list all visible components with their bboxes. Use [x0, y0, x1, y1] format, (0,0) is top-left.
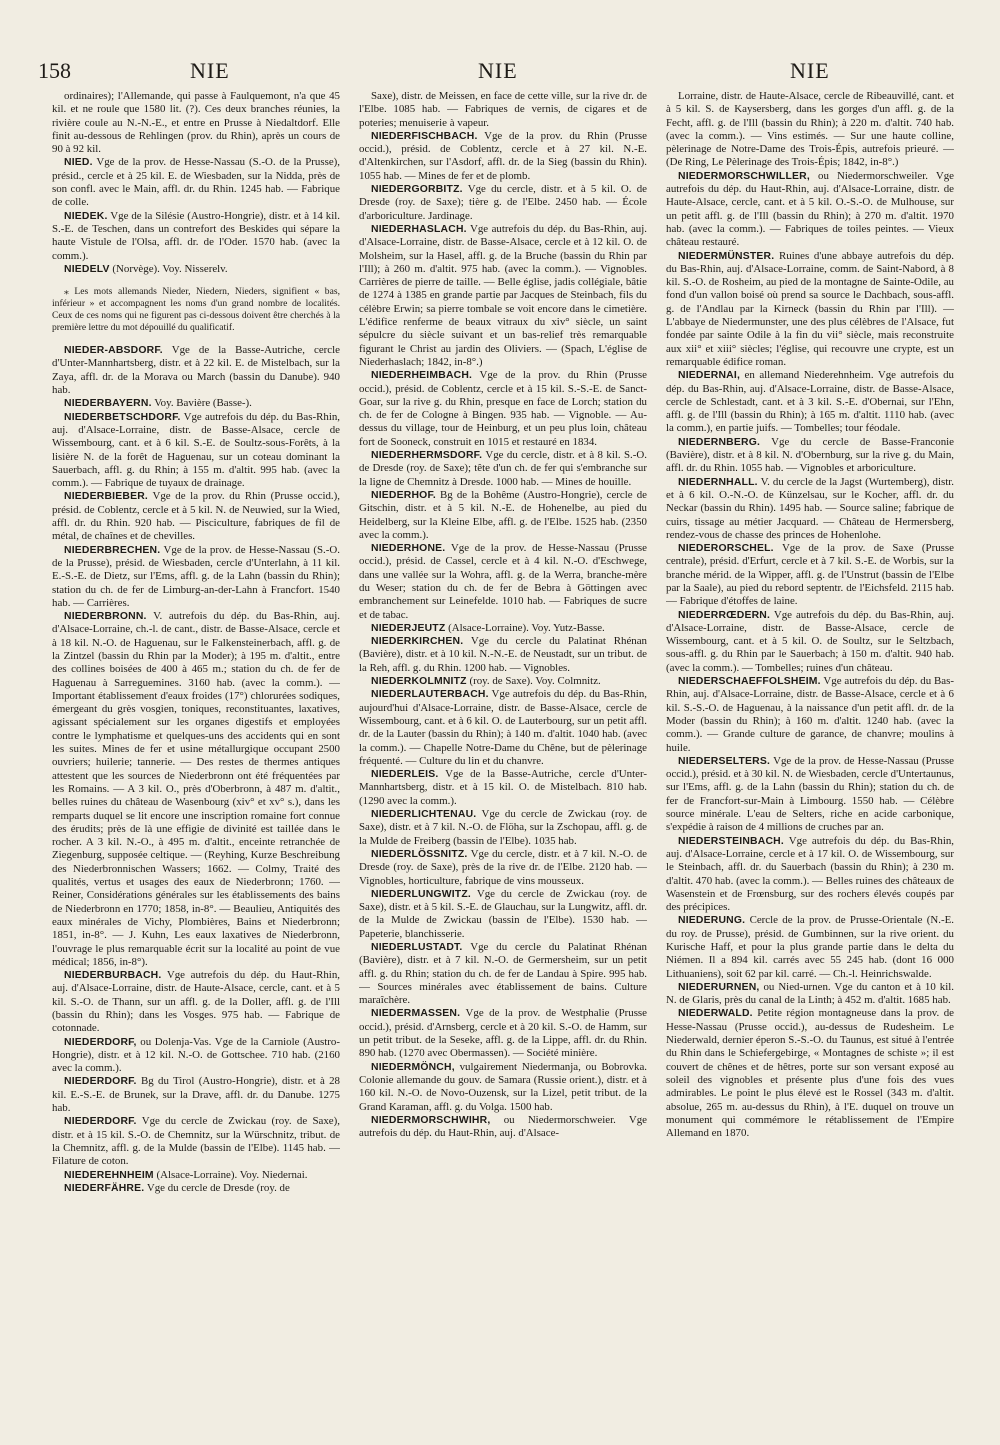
entry-text: Cercle de la prov. de Prusse-Orientale (N.-E. du roy. de Prusse), présid. de Gumbinnen, sur la rive orient. du Kurische Haff, et pour la plus grande partie dans le delta du Niémen. Il a 894 kil. carrés avec 55 245 hab. (dont 16 000 Lithuaniens), soit 62 par kil. carré. — Ch.-l. Heinrichswalde. [666, 914, 954, 980]
entry-headword: NIEDERMORSCHWIHR, [371, 1114, 491, 1126]
entry-headword: NIEDERFÄHRE. [64, 1182, 145, 1194]
dictionary-entry [52, 263, 340, 276]
entry-headword: NIEDERGORBITZ. [371, 184, 463, 196]
entry-text: Vge du cercle de Dresde (roy. de [146, 1181, 290, 1194]
entry-text: Vge de la prov. du Rhin (Prusse occid.), présid. de Coblentz, cercle et à 15 kil. S.-S.-E. de Sanct-Goar, sur la rive g. du Rhin, presque en face de Lorch; station du ch. de fer de Cologne à Bingen. 935 hab. — Vignoble. — Au-dessus du village, tour de Heinburg, et un peu plus loin, château fort de Sooneck, construit en 1015 et restauré en 1834. [359, 369, 647, 448]
dictionary-entry [359, 675, 647, 688]
dictionary-entry [359, 848, 647, 888]
entry-headword: NIEDEREHNHEIM [64, 1169, 154, 1181]
entry-headword: NIEDERMASSEN. [371, 1008, 461, 1020]
entry-text: Vge de la Silésie (Austro-Hongrie), distr. et à 14 kil. S.-E. de Teschen, dans un contrefort des Beskides qui sépare la haute Vistule de l'Olsa, affl. dr. de l'Oder. 1570 hab. (avec la comm.). [52, 209, 340, 262]
entry-text: Vge du cercle du Palatinat Rhénan (Bavière), distr. et à 7 kil. N.-O. de Germersheim, sur un petit affl. g. du Rhin; station du ch. de fer de Landau à Spire. 995 hab. — Sources minérales avec établissement de bains. Culture maraîchère. [359, 941, 647, 1007]
dictionary-entry [52, 1075, 340, 1115]
dictionary-entry [359, 1061, 647, 1114]
entry-text: ou Niedermorschweier. Vge autrefois du dép. du Haut-Rhin, auj. d'Alsace- [359, 1113, 647, 1140]
entry-headword: NIEDERRŒDERN. [678, 609, 771, 621]
entry-headword: NIEDELV [64, 263, 110, 275]
dictionary-entry [52, 610, 340, 969]
dictionary-entry [52, 544, 340, 610]
entry-headword: NIEDERORSCHEL. [678, 543, 774, 555]
entry-text: vulgairement Niedermanja, ou Bobrovka. Colonie allemande du gouv. de Samara (Russie orient.), distr. et à 160 kil. N.-O. de Novo-Ouzensk, sur la Lizel, petit tribut. de la Grand Karaman, affl. g. du Volga. 1500 hab. [359, 1060, 647, 1113]
column-1 [52, 90, 340, 1420]
entry-text: Ruines d'une abbaye autrefois du dép. du Bas-Rhin, auj. d'Alsace-Lorraine, comm. de Saint-Nabord, à 8 kil. S.-O. de Rosheim, au pied de la montagne de Sainte-Odile, au fond d'un vallon boisé où prend sa source le Dachbach, sous-affl. g. de l'Andlau par la Kirneck (bassin du Rhin par l'Ill). — L'abbaye de Niedermunster, une des plus célèbres de l'Alsace, fut fondée par sainte Odile à la fin du vii° siècle, mais reconstruite aux xii° et xiii° siècles; l'église, qui recouvre une crypte, est un remarquable édifice roman. [666, 249, 954, 368]
entry-text: ou Nied-urnen. Vge du canton et à 10 kil. N. de Glaris, près du canal de la Linth; à 452 m. d'altit. 1685 hab. [666, 980, 954, 1007]
entry-text: ⁎ Les mots allemands Nieder, Niedern, Nieders, signifient « bas, inférieur » et accompagnent les noms d'un grand nombre de localités. Ceux de ces noms qui ne figurent pas ci-dessous doivent être cherchés à la première lettre du mot dépouillé du qualificatif. [52, 286, 340, 334]
entry-headword: NIEDERNAI, [678, 370, 741, 382]
entry-headword: NIEDER-ABSDORF. [64, 345, 163, 357]
dictionary-entry [359, 1007, 647, 1060]
entry-headword: NIEDERKIRCHEN. [371, 636, 464, 648]
entry-text: Vge autrefois du dép. du Bas-Rhin, auj. d'Alsace-Lorraine, distr. de Basse-Alsace, cercle de Wissembourg, cant. et à 5 kil. O. de Soultz, sur le Seltzbach, sous-affl. g. du Rhin par le Sauerbach; à 150 m. d'altit. 940 hab. (avec la comm.). — Tombelles; ruines d'un château. [666, 608, 954, 674]
dictionary-entry [359, 635, 647, 675]
entry-headword: NIEDERLEIS. [371, 769, 439, 781]
entry-headword: NIEDERKOLMNITZ [371, 676, 467, 688]
entry-headword: NIEDERDORF, [64, 1036, 137, 1048]
entry-headword: NIEDERJEUTZ [371, 622, 446, 634]
entry-text: (Alsace-Lorraine). Voy. Niedernai. [156, 1168, 308, 1181]
dictionary-entry [666, 369, 954, 435]
dictionary-entry [666, 755, 954, 835]
dictionary-entry [666, 981, 954, 1008]
entry-headword: NIEDERSELTERS. [678, 755, 771, 767]
dictionary-entry [359, 223, 647, 369]
entry-text: (Norvège). Voy. Nisserelv. [112, 262, 228, 275]
entry-text: Vge du cercle du Palatinat Rhénan (Bavière), distr. et à 10 kil. N.-N.-E. de Neustadt, sur un tribut. de la Reh, affl. g. du Rhin. 1200 hab. — Vignobles. [359, 635, 647, 674]
dictionary-entry [359, 369, 647, 449]
entry-headword: NIEDERBRONN. [64, 611, 147, 623]
dictionary-entry [52, 210, 340, 263]
running-head-right: NIE [790, 58, 830, 83]
entry-text: Vge du cercle, distr. et à 7 kil. N.-O. de Dresde (roy. de Saxe), près de la rive dr. de l'Elbe. 2120 hab. — Vignobles, horticulture, fabrique de vins mousseux. [359, 847, 647, 887]
entry-headword: NIEDERMÖNCH, [371, 1061, 455, 1073]
entry-headword: NIEDERMÜNSTER. [678, 250, 775, 262]
entry-text: Lorraine, distr. de Haute-Alsace, cercle de Ribeauvillé, cant. et à 5 kil. S. de Kaysersberg, dans les gorges d'un affl. g. de la Fecht, affl. g. de l'Ill (bassin du Rhin); à 220 m. d'altit. 740 hab. (avec la comm.). — Vins estimés. — Sur une haute colline, pèlerinage de Notre-Dame des Trois-Épis, autrefois prieuré. — (De Ring, Le Pèlerinage des Trois-Épis; 1842, in-8°.) [666, 90, 954, 169]
dictionary-entry [52, 156, 340, 209]
dictionary-entry [666, 542, 954, 608]
column-3 [666, 90, 954, 1420]
entry-text: V. autrefois du dép. du Bas-Rhin, auj. d'Alsace-Lorraine, ch.-l. de cant., distr. de Basse-Alsace, cercle et à 18 kil. N.-O. de Haguenau, sur le Falkensteinerbach, affl. g. de la Zintzel (bassin du Rhin par la Moder); à 195 m. d'altit., entre des collines boisées de 400 à 465 m.; station du ch. de fer de Haguenau à Sarreguemines. 3160 hab. (avec la comm.). — Important établissement d'eaux froides (17°) chlorurées sodiques, émergeant du grès vosgien, toniques, reconstituantes, laxatives, agissant spécialement sur les organes digestifs et employées contre le lymphatisme et quelques-uns des accidents qui en sont les suites. Mines de fer et usine métallurgique occupant 2500 ouvriers; huilerie; tannerie. — Des restes de thermes antiques attestent que les sources de Niederbronn ont été fréquentées par les Romains. — A 3 kil. O., près d'Oberbronn, à 487 m. d'altit., belles ruines du château de Wasenbourg (xiv° et xv° s.), dans les remparts duquel se lit encore une inscription romaine fort connue des érudits; près de là une effigie de divinité est taillée dans le rocher. A 3 kil. N.-O., à 495 m. d'altit., enceinte retranchée de Ziegenburg, supposée celtique. — (Reyhing, Kurze Beschreibung des Niederbronnischen Wassers; 1662. — Colmy, Traité des qualités, vertus et usages des eaux de Niederbronn; 1760. — Reiner, Considérations générales sur les établissements des bains de Niederbronn en 1770; 1858, in-8°. — Beaulieu, Antiquités des eaux minérales de Vichy, Plombières, Bains et Niederbronn; 1851, in-8°. — J. Kuhn, Les eaux laxatives de Niederbronn, l'ouvrage le plus remarquable écrit sur la localité au point de vue médical; 1856, in-8°). [52, 610, 340, 968]
dictionary-entry [666, 609, 954, 675]
entry-text: Vge autrefois du dép. du Haut-Rhin, auj. d'Alsace-Lorraine, distr. de Haute-Alsace, cercle, cant. et à 5 kil. S.-O. de Thann, sur un affl. g. de la Doller, affl. g. de l'Ill (bassin du Rhin); dans les Vosges. 975 hab. — Fabrique de cotonnade. [52, 969, 340, 1035]
entry-headword: NIEDERHONE. [371, 543, 446, 555]
entry-headword: NIEDERLUNGWITZ. [371, 888, 471, 900]
dictionary-entry [666, 436, 954, 476]
dictionary-entry [359, 489, 647, 542]
entry-headword: NIEDERHEIMBACH. [371, 370, 473, 382]
entry-text: Vge de la prov. de Hesse-Nassau (Prusse occid.), présid. et à 30 kil. N. de Wiesbaden, cercle d'Untertaunus, sur l'Ems, affl. g. de la Lahn (bassin du Rhin); station du ch. de fer de Francfort-sur-Main à Limbourg. 1550 hab. — Célèbre source minérale. L'eau de Selters, riche en acide carbonique, s'expédie à raison de 4 millions de cruches par an. [666, 754, 954, 834]
dictionary-entry [666, 170, 954, 250]
entry-headword: NIEDERNBERG. [678, 436, 761, 448]
dictionary-entry [52, 490, 340, 543]
dictionary-entry [359, 888, 647, 941]
entry-text: Vge du cercle de Zwickau (roy. de Saxe), distr. et à 5 kil. S.-E. de Glauchau, sur la Lungwitz, affl. dr. de la Mulde de Zwickau (bassin de l'Elbe). 1530 hab. — Papeterie, blanchisserie. [359, 887, 647, 940]
entry-text: Vge de la Basse-Autriche, cercle d'Unter-Mannhartsberg, distr. et à 22 kil. E. de Mistelbach, sur la Zaya, affl. dr. de la Morava ou March (bassin du Danube). 940 hab. [52, 344, 340, 397]
dictionary-entry [666, 476, 954, 542]
entry-text: Bg de la Bohême (Austro-Hongrie), cercle de Gitschin, distr. et à 5 kil. N.-E. de Hohenelbe, au pied du Heidelberg, sur la Kleine Elbe, affl. g. de l'Elbe. 1525 hab. (2350 avec la comm.). [359, 488, 647, 541]
running-head-left: NIE [190, 58, 230, 83]
entry-headword: NIEDERHASLACH. [371, 223, 467, 235]
dictionary-entry [359, 941, 647, 1007]
entry-text: Vge de la prov. de Westphalie (Prusse occid.), présid. d'Arnsberg, cercle et à 20 kil. S.-O. de Hamm, sur un petit tribut. de la Seseke, affl. g. de la Lippe, affl. dr. du Rhin. 890 hab. (1270 avec Obermassen). — Société minière. [359, 1007, 647, 1060]
entry-text: Vge de la prov. du Rhin (Prusse occid.), présid. de Coblentz, cercle et à 5 kil. N. de Neuwied, sur la Wied, affl. dr. du Rhin. 920 hab. — Pisciculture, fabriques de fil de métal, de chaînes et de chevilles. [52, 490, 340, 543]
entry-text: Petite région montagneuse dans la prov. de Hesse-Nassau (Prusse occid.), au-dessus de Rudesheim. Le Niederwald, dernier éperon S.-S.-O. du Taunus, est situé à l'entrée du Rhin dans le Schiefergebirge, « Montagnes de schiste »; il est couvert de chênes et de hêtres, porte sur son versant exposé au soleil des vignobles et présente plus d'une fois des vues admirables. Le point le plus élevé est le Rossel (343 m. d'altit. absolue, 265 m. au-dessus du Rhin), à l'E. duquel on trouve un monument qui commémore le rétablissement de l'Empire Allemand en 1870. [666, 1007, 954, 1140]
dictionary-entry [52, 1169, 340, 1182]
dictionary-entry [52, 90, 340, 156]
text-columns [52, 90, 954, 1420]
entry-text: Vge du cercle de Basse-Franconie (Bavière), distr. et à 8 kil. N. d'Obernburg, sur la rive g. du Main, affl. dr. du Rhin. 1055 hab. — Vignobles et arboriculture. [666, 435, 954, 475]
entry-text: Vge de la prov. de Saxe (Prusse centrale), présid. d'Erfurt, cercle et à 7 kil. S.-E. de Worbis, sur la branche mérid. de la Wipper, affl. g. de l'Unstrut (bassin de l'Elbe par la Saale), au pied du rebord septentr. de l'Eichsfeld. 2115 hab. — Fabrique d'étoffes de laine. [666, 542, 954, 608]
dictionary-entry [359, 688, 647, 768]
entry-headword: NIEDERDORF. [64, 1116, 137, 1128]
dictionary-entry [52, 969, 340, 1035]
entry-headword: NIEDERLAUTERBACH. [371, 689, 489, 701]
entry-text: (Alsace-Lorraine). Voy. Yutz-Basse. [448, 621, 605, 634]
entry-text: Vge du cercle, distr. et à 5 kil. O. de Dresde (roy. de Saxe); tière g. de l'Elbe. 2450 hab. — École d'arboriculture. Jardinage. [359, 183, 647, 222]
entry-headword: NIEDERDORF. [64, 1076, 137, 1088]
entry-text: ou Niedermorschweiler. Vge autrefois du dép. du Haut-Rhin, auj. d'Alsace-Lorraine, distr. de Haute-Alsace, cercle, cant. et à 5 kil. O.-S.-O. de Mulhouse, sur un petit affl. g. de l'Ill (bassin du Rhin); à 270 m. d'altit. 1970 hab. (avec la comm.). — Fabriques de toiles peintes. — Vieux château restauré. [666, 169, 954, 249]
dictionary-entry [52, 1115, 340, 1168]
dictionary-entry [359, 130, 647, 183]
entry-text: Saxe), distr. de Meissen, en face de cette ville, sur la rive dr. de l'Elbe. 1085 hab. — Fabriques de vernis, de cigares et de poteries; menuiserie à vapeur. [359, 90, 647, 129]
entry-headword: NIEDERMORSCHWILLER, [678, 170, 810, 182]
entry-headword: NIEDERBURBACH. [64, 970, 162, 982]
entry-text: Vge de la prov. du Rhin (Prusse occid.), présid. de Coblentz, cercle et à 27 kil. N.-E. d'Altenkirchen, sur l'Asdorf, affl. dr. de la Sieg (bassin du Rhin). 1055 hab. — Mines de fer et de plomb. [359, 129, 647, 182]
entry-text: (roy. de Saxe). Voy. Colmnitz. [469, 675, 601, 688]
entry-headword: NIEDERNHALL. [678, 476, 758, 488]
entry-headword: NIEDEK. [64, 210, 108, 222]
dictionary-entry [359, 90, 647, 130]
entry-headword: NIEDERHOF. [371, 489, 436, 501]
entry-text: Vge du cercle de Zwickau (roy. de Saxe), distr. et à 15 kil. S.-O. de Chemnitz, sur la Würschnitz, tribut. de la Chemnitz, affl. g. de la Mulde (bassin de l'Elbe). 1145 hab. — Filature de coton. [52, 1115, 340, 1168]
dictionary-entry [359, 542, 647, 622]
entry-text: Vge autrefois du dép. du Bas-Rhin, aujourd'hui d'Alsace-Lorraine, distr. de Basse-Alsace, cercle de Wissembourg, cant. et à 6 kil. O. de Lauterbourg, sur un petit affl. dr. de la Lauter (bassin du Rhin); à 140 m. d'altit. 1040 hab. (avec la comm.). — Chapelle Notre-Dame du Chêne, but de pèlerinage fréquenté. — Culture du lin et du chanvre. [359, 688, 647, 767]
dictionary-entry [666, 250, 954, 370]
entry-headword: NIEDERURNEN, [678, 981, 760, 993]
entry-text: ou Dolenja-Vas. Vge de la Carniole (Austro-Hongrie), distr. et à 12 kil. N.-O. de Gottschee. 710 hab. (2160 avec la comm.). [52, 1035, 340, 1075]
entry-headword: NIEDERHERMSDORF. [371, 450, 483, 462]
editorial-note [52, 286, 340, 334]
entry-headword: NIEDERBIEBER. [64, 491, 149, 503]
dictionary-entry [666, 90, 954, 170]
entry-headword: NIEDERWALD. [678, 1008, 753, 1020]
entry-text: Vge de la prov. de Hesse-Nassau (S.-O. de la Prusse), présid. de Wiesbaden, cercle d'Unterlahn, à 11 kil. E.-S.-E. de Dietz, sur l'Ems, affl. g. de la Lahn (bassin du Rhin); station du ch. de fer de Limburg-an-der-Lahn à Francfort. 1540 hab. — Carrières. [52, 543, 340, 609]
entry-headword: NIEDERSTEINBACH. [678, 835, 784, 847]
dictionary-entry [52, 397, 340, 410]
entry-headword: NIEDERBAYERN. [64, 398, 152, 410]
dictionary-entry [359, 1114, 647, 1141]
entry-headword: NIEDERBETSCHDORF. [64, 411, 181, 423]
dictionary-entry [666, 914, 954, 980]
dictionary-entry [359, 808, 647, 848]
page-number: 158 [38, 58, 71, 83]
entry-headword: NIEDERBRECHEN. [64, 544, 161, 556]
dictionary-entry [359, 183, 647, 223]
dictionary-entry [52, 344, 340, 397]
entry-text: Vge de la prov. de Hesse-Nassau (S.-O. de la Prusse), présid., cercle et à 25 kil. E. de Wiesbaden, sur la Nidda, près de son confl. avec le Main, affl. dr. du Rhin. 1245 hab. — Fabrique de colle. [52, 156, 340, 209]
entry-headword: NIEDERLUSTADT. [371, 942, 463, 953]
entry-headword: NIEDERLICHTENAU. [371, 809, 477, 821]
entry-text: en allemand Niederehnheim. Vge autrefois du dép. du Bas-Rhin, auj. d'Alsace-Lorraine, distr. de Basse-Alsace, cercle de Schlestadt, cant. et à 3 kil. S.-E. d'Obernai, sur l'Ehn, affl. g. de l'Ill (bassin du Rhin); à 165 m. d'altit. 1110 hab. (avec la comm.), en partie juifs. — Tombelles; tour féodale. [666, 369, 954, 435]
column-2 [359, 90, 647, 1420]
dictionary-entry [52, 1182, 340, 1195]
entry-text: Vge autrefois du dép. du Bas-Rhin, auj. d'Alsace-Lorraine, distr. de Basse-Alsace, cercle de Wissembourg, cant. et à 6 kil. S.-E. de Soultz-sous-Forêts, à la lisière N. de la forêt de Haguenau, sur un coteau dominant la Sauerbach, affl. g. du Rhin; à 155 m. d'altit. 995 hab. (avec la comm.). — Fabrique de tuyaux de drainage. [52, 410, 340, 490]
entry-text: Vge de la Basse-Autriche, cercle d'Unter-Mannhartsberg, distr. et à 15 kil. O. de Mistelbach. 810 hab. (1290 avec la comm.). [359, 768, 647, 807]
dictionary-entry [666, 835, 954, 915]
entry-headword: NIEDERUNG. [678, 915, 746, 927]
dictionary-entry [359, 449, 647, 489]
entry-text: Bg du Tirol (Austro-Hongrie), distr. et à 28 kil. E.-S.-E. de Brunek, sur la Drave, affl. dr. du Danube. 1275 hab. [52, 1075, 340, 1115]
entry-headword: NIEDERLÖSSNITZ. [371, 848, 468, 860]
dictionary-entry [666, 675, 954, 755]
entry-headword: NIED. [64, 157, 93, 169]
entry-text: Vge autrefois du dép. du Bas-Rhin, auj. d'Alsace-Lorraine, distr. de Basse-Alsace, cercle et à 6 kil. S.-S.-O. de Haguenau, à la naissance d'un petit affl. dr. de la Moder (bassin du Rhin); à 160 m. d'altit. 1240 hab. (avec la comm.). — Grande culture de garance, de chanvre; moulins à huile. [666, 675, 954, 754]
running-head-center: NIE [478, 58, 518, 83]
entry-text: Voy. Bavière (Basse-). [154, 397, 252, 410]
entry-text: Vge autrefois du dép. du Bas-Rhin, auj. d'Alsace-Lorraine, distr. de Basse-Alsace, cercle et à 12 kil. O. de Molsheim, sur la Hasel, affl. g. de la Bruche (bassin du Rhin par l'Ill); à 260 m. d'altit. 975 hab. (avec la comm.). — Vignobles. Carrières de pierre de taille. — Belle église, jadis collégiale, bâtie de 1274 à 1385 en grande partie par Jacques de Steinbach, fils du célèbre Erwin; sa pierre tombale se voit encore dans le cimetière. L'édifice renferme de beaux vitraux du xiv° siècle, un saint sépulcre du siècle suivant et un bas-relief très remarquable figurant le Christ au jardin des Oliviers. — (Spach, L'église de Niederhaslach; 1842, in-8°.) [359, 222, 647, 368]
entry-text: ordinaires); l'Allemande, qui passe à Faulquemont, n'a que 45 kil. et ne roule que 1580 lit. (?). Ces deux branches réunies, la rivière coule au N.-N.-E., et entre en Prusse à Niedaltdorf. Elle finit au-dessous de Rehlingen (prov. du Rhin), après un cours de 90 à 92 kil. [52, 90, 340, 156]
entry-headword: NIEDERSCHAEFFOLSHEIM. [678, 676, 821, 688]
entry-text: V. du cercle de la Jagst (Wurtemberg), distr. et à 6 kil. O.-N.-O. de Künzelsau, sur le Kocher, affl. dr. du Neckar (bassin du Rhin). 1495 hab. — Source saline; fabrique de cuirs, tissage au métier Jacquard. — Château de Hermersberg, rendez-vous de chasse des princes de Hohenlohe. [666, 475, 954, 541]
dictionary-entry [52, 1036, 340, 1076]
dictionary-entry [359, 768, 647, 808]
entry-headword: NIEDERFISCHBACH. [371, 130, 478, 142]
entry-text: Vge de la prov. de Hesse-Nassau (Prusse occid.), présid. de Cassel, cercle et à 4 kil. N.-O. d'Eschwege, dans une vallée sur la Wohra, affl. g. de la Werra, branche-mère du Weser; station du ch. de fer de Bebra à Göttingen avec embranchement sur Leinefelde. 1010 hab. — Fabriques de sucre et de tabac. [359, 542, 647, 621]
entry-text: Vge du cercle, distr. et à 8 kil. S.-O. de Dresde (roy. de Saxe); tête d'un ch. de fer qui s'embranche sur la ligne de Chemnitz à Dresde. 1000 hab. — Mines de houille. [359, 449, 647, 488]
dictionary-entry [52, 411, 340, 491]
entry-text: Vge autrefois du dép. du Bas-Rhin, auj. d'Alsace-Lorraine, cercle et à 17 kil. O. de Wissembourg, sur le Steinbach, affl. dr. du Sauerbach (bassin du Rhin); à 230 m. d'altit. 470 hab. (avec la comm.). — Belles ruines des châteaux de Wasenstein et de Frœnsburg, sur des rochers élevés coupés par des précipices. [666, 834, 954, 914]
dictionary-entry [359, 622, 647, 635]
entry-text: Vge du cercle de Zwickau (roy. de Saxe), distr. et à 7 kil. N.-O. de Flöha, sur la Zschopau, affl. g. de la Mulde de Freiberg (bassin de l'Elbe). 1035 hab. [359, 808, 647, 847]
dictionary-entry [666, 1007, 954, 1140]
